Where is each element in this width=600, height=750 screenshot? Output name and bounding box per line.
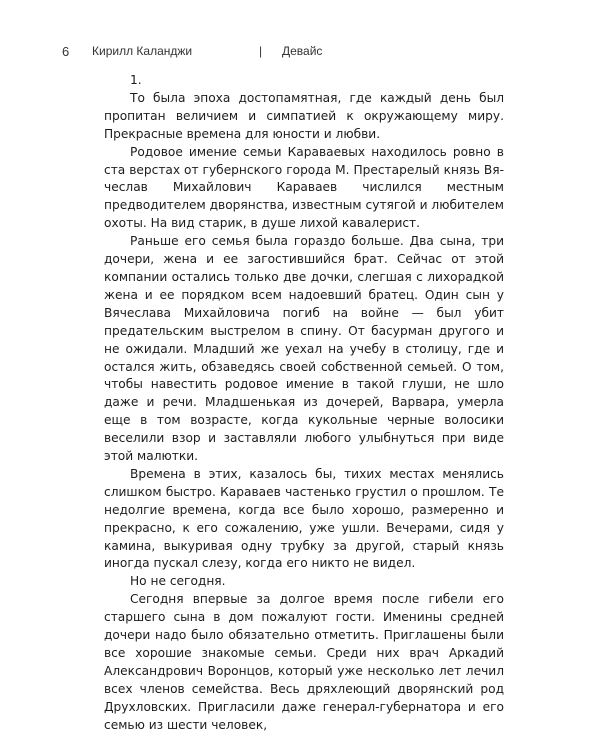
header-separator: | bbox=[259, 44, 263, 58]
page-number: 6 bbox=[62, 44, 70, 59]
body-text bbox=[104, 72, 504, 735]
book-title: Девайс bbox=[282, 44, 323, 58]
paragraph: Времена в этих, казалось бы, тихих местах менялись слишком быстро. Караваев частенько грустил о прошлом. Те недолгие времена, когда все было хорошо, размеренно и прекрасно, к его сожалению, уже ушли. Вечерами, сидя у камина, выкуривая одну трубку за другой, старый князь иногда пускал слезу, когда его никто не видел. bbox=[104, 466, 504, 571]
paragraph: Родовое имение семьи Караваевых находилось ровно в ста верстах от губернского города М. Престарелый князь Вячеслав Михайлович Караваев числился местным предводителем дворянства, известным сутягой и любителем охоты. На вид старик, в душе лихой кавалерист. bbox=[104, 144, 504, 231]
paragraph: Сегодня впервые за долгое время после гибели его старшего сына в дом пожалуют гости. Именины средней дочери надо было обязательно отметить. Приглашены были все хорошие знакомые семьи. Среди них врач Аркадий Александрович Воронцов, который уже несколько лет лечил всех членов семейства. Весь дряхлеющий дворянский род Друхловских. Пригласили даже генерал-губернатора и его семью из шести человек, bbox=[104, 592, 504, 732]
paragraph: Раньше его семья была гораздо больше. Два сына, три дочери, жена и ее загостившийся брат. Сейчас от этой компании остались только две дочки, слегшая с лихорадкой жена и ее порядком всем надоевший братец. Один сын у Вячеслава Михайловича погиб на войне — был убит предательским выстрелом в спину. От басурман другого и не ожидали. Младший же уехал на учебу в столицу, где и остался жить, обзаведясь своей собственной семьей. О том, чтобы навестить родовое имение в такой глуши, не шло даже и речи. Младшенькая из дочерей, Варвара, умерла еще в том возрасте, когда кукольные черные волосики веселили взор и заставляли любого улыбнуться при виде этой малютки. bbox=[104, 234, 504, 464]
paragraph: Но не сегодня. bbox=[130, 574, 226, 589]
running-head bbox=[62, 44, 500, 64]
author-name: Кирилл Каланджи bbox=[92, 44, 193, 58]
chapter-number: 1. bbox=[130, 73, 142, 87]
paragraph: То была эпоха достопамятная, где каждый день был пропитан величием и симпатией к окружающему миру. Прекрасные времена для юности и любви. bbox=[104, 90, 504, 141]
